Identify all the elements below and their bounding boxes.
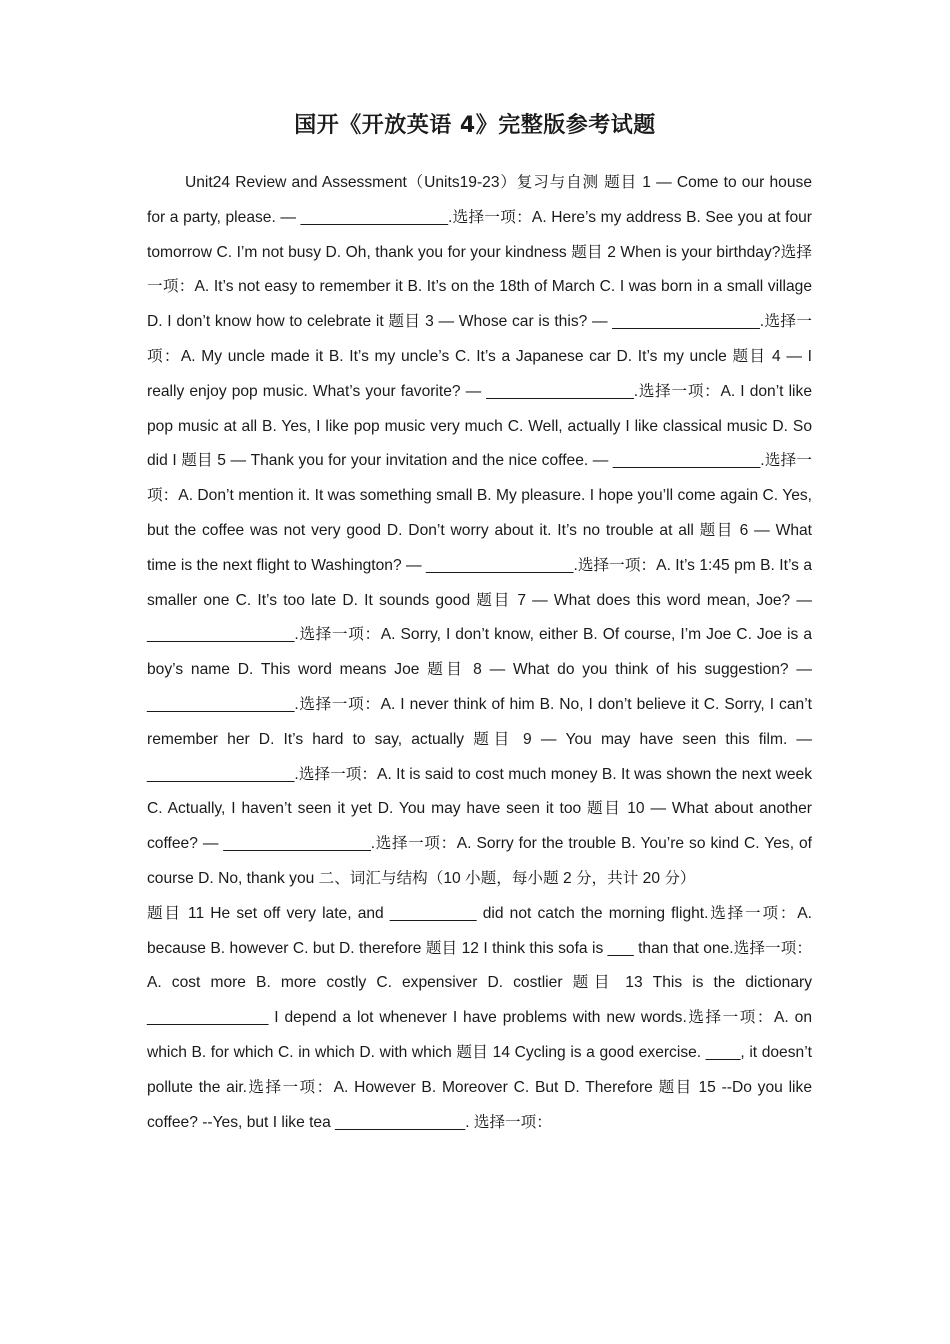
paragraph-vocabulary-questions: 题目 11 He set off very late, and __________ did not catch the morning flight.选择一项：A. because B. however C. but D. therefore 题目 12 I think this sofa is ___ than that one.选择一项：A. cost more B. more costly C. expensiver D. costlier 题目 13 This is the dictionary ______________ I depend a lot whenever I have problems with new words.选择一项：A. on which B. for which C. in which D. with which 题目 14 Cycling is a good exercise. ____, it doesn’t pollute the air.选择一项：A. However B. Moreover C. But D. Therefore 题目 15 --Do you like coffee? --Yes, but I like tea _______________. 选择一项： (147, 904, 812, 1131)
document-body (147, 166, 812, 1140)
document-title: 国开《开放英语 4》完整版参考试题 (294, 113, 656, 138)
paragraph-unit24-questions: Unit24 Review and Assessment（Units19-23）复习与自测 题目 1 — Come to our house for a party, please. — _________________.选择一项：A. Here’s my address B. See you at four tomorrow C. I’m not busy D. Oh, thank you for your kindness 题目 2 When is your birthday?选择一项：A. It’s not easy to remember it B. It’s on the 18th of March C. I was born in a small village D. I don’t know how to celebrate it 题目 3 — Whose car is this? — _________________.选择一项：A. My uncle made it B. It’s my uncle’s C. It’s a Japanese car D. It’s my uncle 题目 4 — I really enjoy pop music. What’s your favorite? — _________________.选择一项：A. I don’t like pop music at all B. Yes, I like pop music very much C. Well, actually I like classical music D. So did I 题目 5 — Thank you for your invitation and the nice coffee. — _________________.选择一项：A. Don’t mention it. It was something small B. My pleasure. I hope you’ll come again C. Yes, but the coffee was not very good D. Don’t worry about it. It’s no trouble at all 题目 6 — What time is the next flight to Washington? — _________________.选择一项：A. It’s 1:45 pm B. It’s a smaller one C. It’s too late D. It sounds good 题目 7 — What does this word mean, Joe? — _________________.选择一项：A. Sorry, I don’t know, either B. Of course, I’m Joe C. Joe is a boy’s name D. This word means Joe 题目 8 — What do you think of his suggestion? — _________________.选择一项：A. I never think of him B. No, I don’t believe it C. Sorry, I can’t remember her D. It’s hard to say, actually 题目 9 — You may have seen this film. — _________________.选择一项：A. It is said to cost much money B. It was shown the next week C. Actually, I haven’t seen it yet D. You may have seen it too 题目 10 — What about another coffee? — _________________.选择一项：A. Sorry for the trouble B. You’re so kind C. Yes, of course D. No, thank you 二、词汇与结构（10 小题，每小题 2 分，共计 20 分） (147, 174, 812, 887)
